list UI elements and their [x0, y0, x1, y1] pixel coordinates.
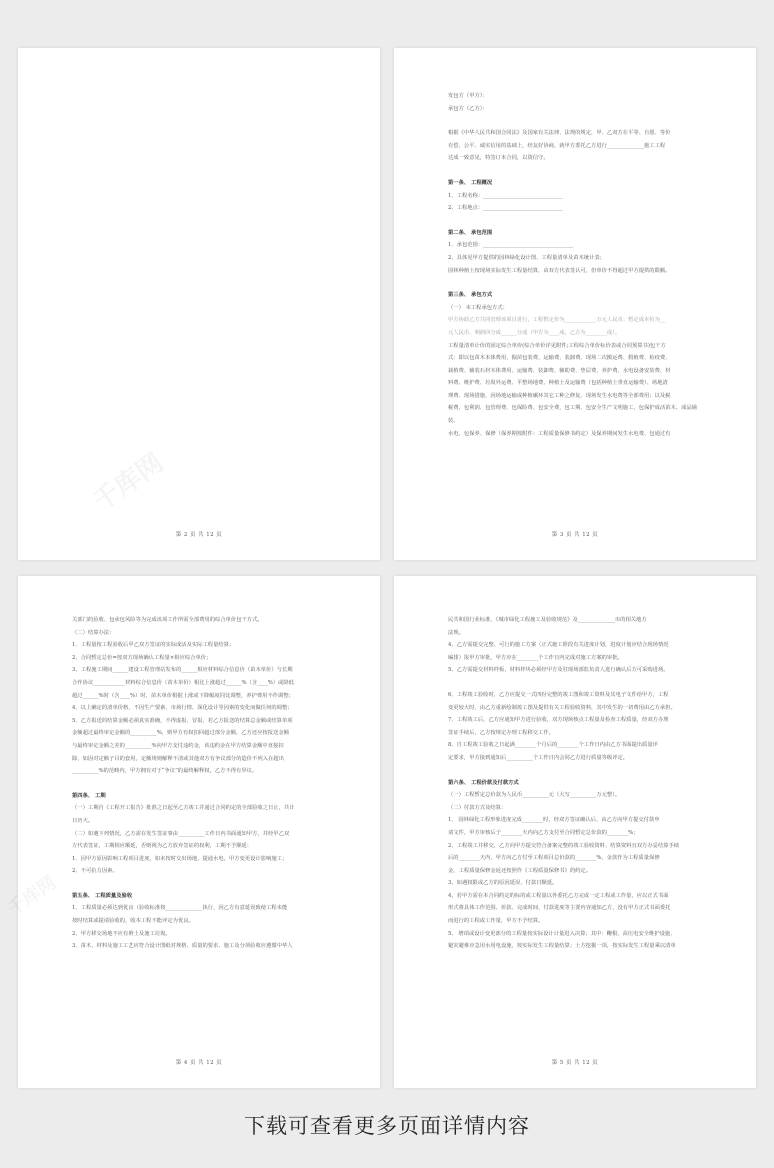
text-line: 后的________天内，甲方向乙方付至工程项目总价款的________%，金款作为工程质量保修	[448, 855, 660, 862]
document-page-4	[18, 576, 380, 1088]
page-footer: 第 2 页 共 12 页	[175, 532, 223, 538]
text-line: 3、如遇权限或乙方的原因延误，付款日顺延。	[448, 880, 558, 887]
text-line: 栽植费、辅装石材木体费用、运输费、装卸费、辅助费、垫层费、养护费、水电设备安装费、材	[448, 367, 671, 374]
document-page-3	[394, 48, 756, 560]
text-line: __________%的范畴内，甲方拥有对于“争议”的最终解释权，乙方不得有异议。	[72, 768, 258, 775]
paragraph-gap	[72, 778, 328, 790]
text-line: 4、以上确定的清单价格，不因生产要素、市场行情、深化设计等因素的变化而做任何的调整；	[72, 705, 293, 712]
text-line: 园林种植土按现场实际发生工程量结算，由双方代表签认可，但单价不得超过甲方提供的限额。	[448, 267, 671, 274]
text-line: 金，工程质量保修金返还按照作《工程质量保修书》的约定。	[448, 867, 592, 874]
page-footer: 第 4 页 共 12 页	[175, 1060, 223, 1066]
text-line: 合作协议____________材料综合信息价（苗木单价）相比上涨超过______%（含____%）或降低	[72, 679, 294, 686]
text-line: 工程量清单计价的固定综合单价(综合单价详见附件;工程综合单价标价表或合同预算书)包干方	[448, 342, 666, 349]
page-footer: 第 5 页 共 12 页	[551, 1060, 599, 1066]
text-line: 有偿、公平、诚实信用的基础上，经友好协商，就甲方委托乙方进行______________施工工程	[448, 142, 666, 149]
text-line: 而进行的工程或工作量，甲方不予结算。	[448, 918, 544, 925]
text-line: 避灾避难应急用水用电设施，按实际发生工程量结算；土方挖掘一项，按实际发生工程量乘以清单	[448, 943, 676, 950]
paragraph-gap	[72, 878, 328, 890]
text-line: 税费、包利润、包管理费、包保险费、包安全费、包工期、包安全生产文明施工、包保护成活苗木、成品铺装、	[448, 405, 697, 425]
text-line: 2、工程地点：______________________________	[448, 205, 563, 212]
text-line: 水电、包保养、保修（保养期按附件：工程质量保修书约定）及保养期间发生水电费、包通过有	[448, 430, 671, 437]
text-line: （二）结算办法：	[72, 629, 115, 636]
text-line: 达成一致意见，特签订本合同，以资信守。	[448, 155, 549, 162]
text-line: 1、承包范围：__________________________________	[448, 242, 574, 249]
text-line: 2、具体见甲方提供的园林绿化设计图、工程量清单及苗木统计表；	[448, 254, 605, 261]
text-line: 编排）报甲方审批，甲方应在________个工作日内完成对施工方案的审批。	[448, 654, 623, 661]
text-line: 方代表签证，工期相应顺延，否则视为乙方放弃签证的权利，工期不予顺延：	[72, 843, 253, 850]
text-line: 2、甲方移交场地不应有堆土及施工垃圾。	[72, 930, 171, 937]
text-line: 承包方（乙方）：	[448, 105, 488, 112]
text-line: 4、若甲方需在本合同约定的标的或工程量以外委托乙方完成一定工程或工作量，应以正式书面	[448, 892, 669, 899]
section-heading: 第四条、 工期	[72, 792, 106, 799]
text-line: 变更较大时，由乙方重新绘制竣工图及提供有关工程验收资料，其中发生的一切费用由乙方承担。	[448, 704, 676, 711]
text-line: （二）如遇下列情况，乙方需在发生签证事由__________工作日内书面通知甲方，并经甲乙双	[72, 830, 290, 837]
text-line: 式：即以包苗木本体费用、掘苗包装费、运输费、装卸费、现场二次搬运费、假植费、检疫费、	[448, 355, 671, 362]
paragraph-gap	[448, 165, 704, 177]
text-line: 金额超过最终审定金额的__________%，则甲方有权扣回超过部分金额，乙方还应按报送金额	[72, 730, 289, 737]
text-line: 1、工程名称：______________________________	[448, 192, 563, 199]
document-page-2	[18, 48, 380, 560]
text-line: 1、工程质量必须达到优良（验收标准按______________执行，因乙方有意延误致使工程未能	[72, 905, 288, 912]
paragraph-gap	[448, 677, 704, 689]
text-line: （二）付款方式及结算：	[448, 804, 507, 811]
text-line: 5、乙方需提交材料样板，材料样块必须经甲方及驻现场部监负责人进行确认后方可采购进场。	[448, 667, 669, 674]
text-line: （一）工程暂定总价款为人民币__________元（大写__________万元整）。	[448, 792, 621, 799]
text-line: 超过______%时（含____%）时，苗木单价根据上涨或下降幅度同比调整，养护费用不作调整；	[72, 692, 294, 699]
text-line: 法规。	[448, 629, 464, 636]
download-caption: 下载可查看更多页面详情内容	[244, 1114, 530, 1138]
text-line: 按时结算或提请验收的，收本工程不能评定为优良。	[72, 918, 194, 925]
text-line: 请文件，甲方审核后于________天内向乙方支付至合同暂定总价款的________%；	[448, 829, 639, 836]
text-line: 6、工程竣工验收时，乙方应提交一式四份完整的竣工图和竣工资料及其电子文件给甲方，工程	[448, 691, 669, 698]
text-line: 7、工程竣工后，乙方应通知甲方进行验收，双方现场核点工程量及检查工程质量，经双方办理	[448, 717, 669, 724]
text-line: 2、工程竣工并移交，乙方向甲方提交符合备案完整的竣工验收资料、结算资料且双方办妥结算手续	[448, 842, 680, 849]
text-line: 形式将具体工作范围、价款、完成时间、付款进度等主要内容通知乙方，没有甲方正式书面委托	[448, 905, 671, 912]
text-line: 2、合同暂定总价=按双方现场确认工程量×相应综合单价；	[72, 654, 212, 661]
text-line: 关部门的验收、包承包风险等为完成该项工作所需全部费用的综合单价包干方式。	[72, 617, 263, 623]
text-line: 3、苗木、材料及施工工艺应符合设计图纸对规格、质量的要求、施工及分项验收应遵循中华人	[72, 943, 293, 950]
text-line: 5、乙方报送的结算金额必须真实准确，不得虚报、冒报、若乙方报送的结算总金额或结算单项	[72, 717, 293, 724]
text-line: （一）工期自《工程开工报告》批准之日起至乙方竣工并通过合同约定的全部验收之日止，共计	[72, 805, 295, 812]
text-line: 3、工程施工期间______建设工程管理站发布的______相应材料综合信息价（苗木单价）与长期	[72, 667, 293, 674]
section-heading: 第五条、 工程质量及验收	[72, 892, 133, 899]
text-line: 日历天。	[72, 817, 94, 824]
text-line: 民共和国行业标准，《城市绿化工程施工及验收规范》及______________市的相关地方	[448, 617, 647, 623]
paragraph-gap	[448, 115, 704, 127]
text-line: （一） 本工程承包方式：	[448, 304, 508, 311]
page-body	[448, 614, 704, 953]
section-heading: 第二条、 承包范围	[448, 229, 493, 236]
section-heading: 第六条、 工程价款及付款方式	[448, 779, 519, 786]
paragraph-gap	[448, 215, 704, 227]
text-line: 定要求，甲方接到通知后__________个工作日内会同乙方进行质量等级评定。	[448, 754, 629, 761]
paragraph-gap	[448, 277, 704, 289]
text-line: 元人民币，利润回分成______分成（甲方为____成，乙方为________成）。	[448, 329, 621, 336]
text-line: 2、不可抗力因素。	[72, 868, 118, 875]
text-line: 1、 园林绿化工程形象进度完成________时，经双方签证确认后，由乙方向甲方提交付款申	[448, 817, 660, 824]
text-line: 料费、维护费、垃圾外运费、平整场地费、种植土及运输费（包括种植土垂直运输费）、场地清	[448, 380, 668, 387]
text-line: 理费、现场措施、因场地运输或种植碾环其它工种之修复、现场发生水电费等全部费用；以及税	[448, 392, 671, 399]
text-line: 4、乙方需提交完整、可行的施工方案（正式施工阶段有关进度计划，进度计划应结合现场情况	[448, 642, 669, 649]
section-heading: 第一条、 工程概况	[448, 179, 493, 186]
paragraph-gap	[448, 765, 704, 777]
text-line: 与最终审定金额之差的__________%向甲方支付违约金，该违约金在甲方结算金额中直接扣	[72, 742, 284, 749]
text-line: 根据《中华人民共和国合同法》及国家有关法律、法规的规定，甲、乙双方在平等、自愿、等价	[448, 130, 671, 137]
page-body	[72, 614, 328, 953]
document-page-5	[394, 576, 756, 1088]
page-body	[448, 90, 704, 440]
text-line: 8、自工程竣工验收之日起满________个月后的________个工作日内由乙方书面提出质量评	[448, 742, 658, 749]
text-line: 发包方（甲方）：	[448, 93, 488, 99]
text-line: 签证手续后，乙方按规定办理工程移交工作。	[448, 729, 554, 736]
section-heading: 第三条、 承包方式	[448, 292, 493, 299]
text-line: 除，如因对定额子目的套用，定额规则解释不清或其他双方有争议部分的造价不列入在超出	[72, 755, 284, 762]
text-line: 甲方协助乙方共同管理该项目进行，工程暂定价为____________万元人民币；暂定成本价为__	[448, 317, 666, 324]
text-line: 1、工程量按工程验收后甲乙双方签证的实际成活及实际工程量结算；	[72, 642, 235, 649]
text-line: 5、 增项或设计变更部分的工程量按实际设计计量进入决算；其中：鞭根、高压电安全维护设施、	[448, 930, 676, 937]
text-line: 1、因甲方原因影响工程项目进度，如未按时交出场地，提通水电，甲方变更设计影响施工；	[72, 855, 288, 862]
page-footer: 第 3 页 共 12 页	[551, 532, 599, 538]
